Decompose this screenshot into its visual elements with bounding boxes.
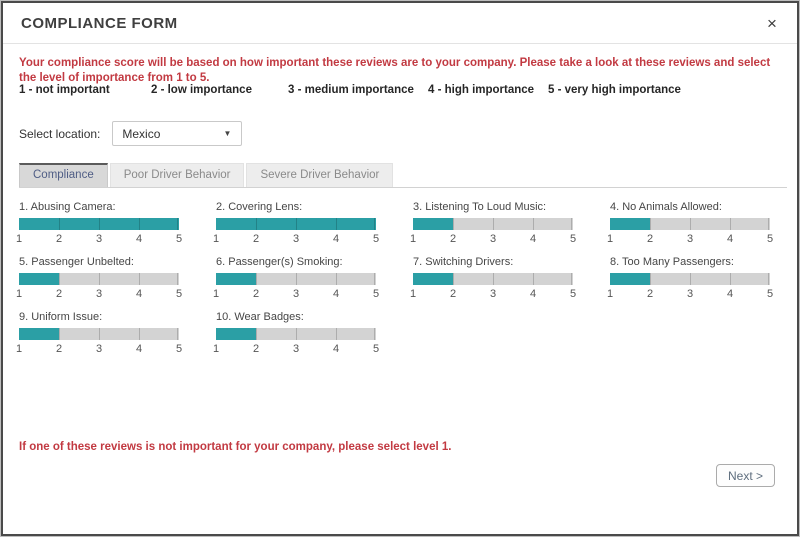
slider-cell-4 bbox=[606, 201, 799, 256]
legend-item-3: 3 - medium importance bbox=[288, 84, 414, 96]
tab-strip bbox=[19, 160, 787, 188]
next-button[interactable]: Next > bbox=[716, 464, 775, 487]
slider-track[interactable] bbox=[19, 273, 179, 285]
tab-label: Poor Driver Behavior bbox=[123, 169, 231, 181]
slider-label: 2. Covering Lens: bbox=[216, 201, 303, 213]
slider-label: 5. Passenger Unbelted: bbox=[19, 256, 134, 268]
slider-tick bbox=[256, 218, 257, 230]
slider-tick bbox=[374, 328, 375, 340]
slider-cell-9 bbox=[15, 311, 216, 366]
dialog-title: COMPLIANCE FORM bbox=[21, 14, 178, 32]
scale-number: 4 bbox=[135, 233, 143, 245]
slider-tick bbox=[59, 273, 60, 285]
slider-track[interactable] bbox=[610, 273, 770, 285]
legend-item-2: 2 - low importance bbox=[151, 84, 252, 96]
slider-tick bbox=[571, 218, 572, 230]
slider-track[interactable] bbox=[19, 218, 179, 230]
slider-scale bbox=[409, 233, 577, 247]
slider-tick bbox=[59, 218, 60, 230]
location-label: Select location: bbox=[19, 126, 101, 141]
slider-label: 4. No Animals Allowed: bbox=[610, 201, 722, 213]
scale-number: 3 bbox=[686, 233, 694, 245]
slider-fill bbox=[610, 273, 650, 285]
slider-tick bbox=[139, 328, 140, 340]
scale-number: 3 bbox=[489, 288, 497, 300]
slider-tick bbox=[296, 218, 297, 230]
slider-tick bbox=[493, 273, 494, 285]
slider-tick bbox=[533, 218, 534, 230]
tab-label: Compliance bbox=[33, 169, 94, 181]
slider-tick bbox=[730, 218, 731, 230]
tab-poor-driver-behavior[interactable] bbox=[110, 163, 245, 187]
slider-tick bbox=[336, 328, 337, 340]
slider-label: 1. Abusing Camera: bbox=[19, 201, 116, 213]
scale-number: 4 bbox=[529, 233, 537, 245]
slider-fill bbox=[216, 273, 256, 285]
slider-tick bbox=[336, 218, 337, 230]
scale-number: 1 bbox=[212, 288, 220, 300]
slider-scale bbox=[409, 288, 577, 302]
slider-track[interactable] bbox=[216, 328, 376, 340]
slider-tick bbox=[336, 273, 337, 285]
intro-text: Your compliance score will be based on how important these reviews are to your company. Please take a look at these reviews and select the level of importance from 1 to 5. bbox=[19, 57, 771, 84]
slider-tick bbox=[571, 273, 572, 285]
slider-track[interactable] bbox=[413, 273, 573, 285]
slider-cell-10 bbox=[212, 311, 413, 366]
slider-tick bbox=[99, 218, 100, 230]
slider-label: 6. Passenger(s) Smoking: bbox=[216, 256, 343, 268]
scale-number: 5 bbox=[175, 343, 183, 355]
compliance-form-dialog bbox=[1, 1, 799, 536]
slider-fill bbox=[19, 328, 59, 340]
scale-number: 5 bbox=[372, 343, 380, 355]
scale-number: 4 bbox=[332, 343, 340, 355]
slider-cell-1 bbox=[15, 201, 216, 256]
scale-number: 2 bbox=[449, 233, 457, 245]
actions-row bbox=[716, 464, 775, 487]
slider-tick bbox=[374, 218, 375, 230]
scale-number: 2 bbox=[252, 288, 260, 300]
scale-number: 2 bbox=[55, 233, 63, 245]
slider-tick bbox=[690, 218, 691, 230]
scale-number: 3 bbox=[292, 288, 300, 300]
slider-tick bbox=[768, 218, 769, 230]
footnote-text: If one of these reviews is not important for your company, please select level 1. bbox=[19, 441, 452, 453]
slider-cell-2 bbox=[212, 201, 413, 256]
scale-number: 2 bbox=[55, 343, 63, 355]
slider-cell-6 bbox=[212, 256, 413, 311]
slider-tick bbox=[177, 273, 178, 285]
slider-fill bbox=[413, 218, 453, 230]
slider-track[interactable] bbox=[19, 328, 179, 340]
slider-track[interactable] bbox=[413, 218, 573, 230]
scale-number: 1 bbox=[606, 233, 614, 245]
slider-scale bbox=[606, 288, 774, 302]
scale-number: 2 bbox=[449, 288, 457, 300]
location-selected-value: Mexico bbox=[122, 126, 161, 141]
slider-tick bbox=[768, 273, 769, 285]
scale-number: 1 bbox=[15, 233, 23, 245]
slider-cell-8 bbox=[606, 256, 799, 311]
slider-label: 10. Wear Badges: bbox=[216, 311, 304, 323]
slider-label: 7. Switching Drivers: bbox=[413, 256, 514, 268]
slider-label: 9. Uniform Issue: bbox=[19, 311, 103, 323]
slider-tick bbox=[296, 273, 297, 285]
scale-number: 5 bbox=[766, 233, 774, 245]
slider-scale bbox=[212, 288, 380, 302]
slider-tick bbox=[690, 273, 691, 285]
slider-tick bbox=[59, 328, 60, 340]
scale-number: 2 bbox=[252, 233, 260, 245]
scale-number: 3 bbox=[489, 233, 497, 245]
scale-number: 4 bbox=[529, 288, 537, 300]
legend-item-5: 5 - very high importance bbox=[548, 84, 681, 96]
slider-tick bbox=[493, 218, 494, 230]
scale-number: 5 bbox=[372, 233, 380, 245]
scale-number: 1 bbox=[606, 288, 614, 300]
slider-scale bbox=[606, 233, 774, 247]
slider-tick bbox=[99, 273, 100, 285]
scale-number: 3 bbox=[95, 233, 103, 245]
slider-scale bbox=[15, 288, 183, 302]
slider-tick bbox=[256, 328, 257, 340]
scale-number: 1 bbox=[409, 288, 417, 300]
scale-number: 3 bbox=[292, 343, 300, 355]
scale-number: 2 bbox=[252, 343, 260, 355]
slider-fill bbox=[19, 273, 59, 285]
scale-number: 5 bbox=[569, 233, 577, 245]
legend-item-4: 4 - high importance bbox=[428, 84, 535, 96]
scale-number: 3 bbox=[95, 343, 103, 355]
tab-label: Severe Driver Behavior bbox=[260, 169, 380, 181]
scale-number: 3 bbox=[292, 233, 300, 245]
scale-number: 5 bbox=[372, 288, 380, 300]
slider-tick bbox=[296, 328, 297, 340]
dialog-body bbox=[3, 44, 797, 534]
tab-severe-driver-behavior[interactable] bbox=[246, 163, 393, 187]
slider-cell-5 bbox=[15, 256, 216, 311]
slider-scale bbox=[15, 233, 183, 247]
scale-number: 1 bbox=[15, 343, 23, 355]
slider-tick bbox=[99, 328, 100, 340]
scale-number: 5 bbox=[175, 288, 183, 300]
slider-tick bbox=[650, 273, 651, 285]
slider-fill bbox=[610, 218, 650, 230]
slider-tick bbox=[177, 328, 178, 340]
slider-scale bbox=[212, 233, 380, 247]
location-dropdown[interactable] bbox=[112, 121, 242, 146]
slider-tick bbox=[139, 218, 140, 230]
slider-scale bbox=[15, 343, 183, 357]
scale-number: 3 bbox=[95, 288, 103, 300]
slider-scale bbox=[212, 343, 380, 357]
scale-number: 5 bbox=[569, 288, 577, 300]
scale-number: 1 bbox=[409, 233, 417, 245]
slider-track[interactable] bbox=[216, 218, 376, 230]
legend-item-1: 1 - not important bbox=[19, 84, 110, 96]
close-icon[interactable]: × bbox=[761, 12, 783, 34]
slider-cell-7 bbox=[409, 256, 610, 311]
scale-number: 2 bbox=[646, 288, 654, 300]
scale-number: 4 bbox=[135, 343, 143, 355]
slider-track[interactable] bbox=[610, 218, 770, 230]
slider-tick bbox=[374, 273, 375, 285]
slider-tick bbox=[177, 218, 178, 230]
scale-number: 5 bbox=[766, 288, 774, 300]
chevron-down-icon: ▼ bbox=[223, 129, 232, 138]
slider-tick bbox=[453, 273, 454, 285]
tab-compliance[interactable] bbox=[19, 163, 108, 187]
slider-tick bbox=[730, 273, 731, 285]
scale-number: 4 bbox=[332, 288, 340, 300]
slider-track[interactable] bbox=[216, 273, 376, 285]
scale-number: 1 bbox=[15, 288, 23, 300]
slider-tick bbox=[453, 218, 454, 230]
scale-number: 4 bbox=[726, 288, 734, 300]
scale-number: 1 bbox=[212, 233, 220, 245]
dialog-header bbox=[3, 3, 797, 44]
scale-number: 4 bbox=[332, 233, 340, 245]
scale-number: 4 bbox=[135, 288, 143, 300]
scale-number: 3 bbox=[686, 288, 694, 300]
slider-cell-3 bbox=[409, 201, 610, 256]
scale-number: 2 bbox=[646, 233, 654, 245]
slider-tick bbox=[533, 273, 534, 285]
scale-number: 4 bbox=[726, 233, 734, 245]
slider-tick bbox=[650, 218, 651, 230]
slider-fill bbox=[413, 273, 453, 285]
importance-legend bbox=[19, 84, 783, 96]
slider-grid bbox=[15, 201, 799, 366]
slider-label: 3. Listening To Loud Music: bbox=[413, 201, 547, 213]
slider-tick bbox=[256, 273, 257, 285]
location-row bbox=[19, 121, 242, 146]
scale-number: 1 bbox=[212, 343, 220, 355]
slider-fill bbox=[216, 328, 256, 340]
scale-number: 5 bbox=[175, 233, 183, 245]
scale-number: 2 bbox=[55, 288, 63, 300]
slider-label: 8. Too Many Passengers: bbox=[610, 256, 734, 268]
slider-tick bbox=[139, 273, 140, 285]
